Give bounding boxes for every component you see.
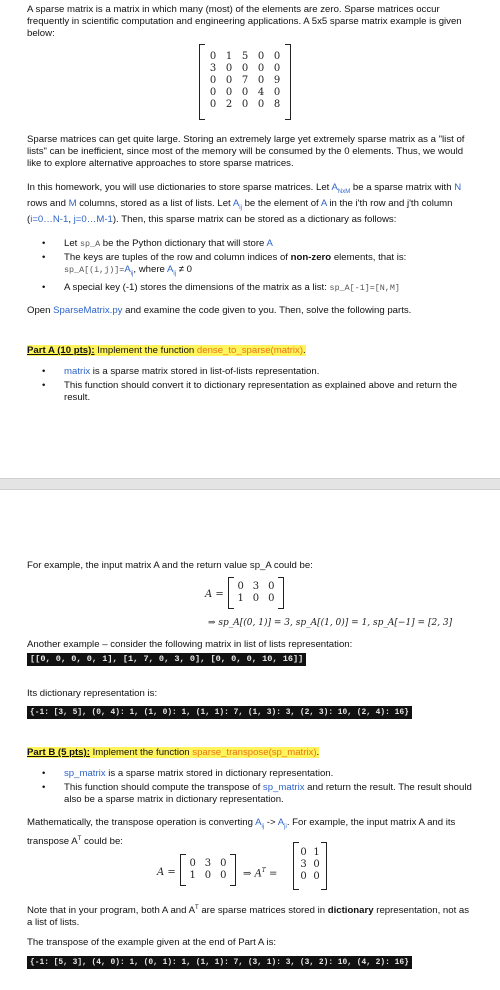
matrix-cell: 0 bbox=[273, 87, 281, 98]
matrix-cell: 0 bbox=[237, 581, 244, 592]
matrix-cell: 0 bbox=[313, 859, 320, 870]
sparse-matrix-5x5 bbox=[199, 44, 291, 120]
matrix-cell: 0 bbox=[252, 593, 260, 604]
matrix-cell: 0 bbox=[300, 847, 307, 858]
var-N: N bbox=[454, 182, 462, 193]
list-item: • The keys are tuples of the row and column indices of non-zero elements, that is: $sp\_A[(i,j)]=A_{ij}$, where $A_{ij} \ne 0$ bbox=[42, 252, 474, 280]
matrix-row bbox=[205, 63, 285, 75]
code-dictionary: {-1: [3, 5], (0, 4): 1, (1, 0): 1, (1, 1): 7, (1, 3): 3, (2, 3): 10, (2, 4): 16} bbox=[27, 706, 412, 719]
matrix-row bbox=[297, 859, 323, 871]
part-b-heading: Part B (5 pts): Implement the function sparse_transpose(sp_matrix). bbox=[27, 747, 320, 758]
var-M: M bbox=[68, 197, 77, 209]
note-paragraph: Note that in your program, both A and $A^T$ are sparse matrices stored in dictionary representation, not as a list of lists. bbox=[27, 905, 470, 929]
matrix-cell: 0 bbox=[209, 87, 217, 98]
matrix-cell: 2 bbox=[225, 99, 233, 110]
matrix-A: $A_{NxM}$ bbox=[331, 182, 351, 195]
matrix-row bbox=[233, 593, 279, 605]
list-item: • This function should compute the transpose of sp_matrix and return the result. The result should also be a sparse matrix in dictionary representation. bbox=[42, 782, 474, 806]
matrix-cell: 0 bbox=[209, 51, 217, 62]
matrix-cell: 3 bbox=[204, 858, 212, 869]
matrix-row bbox=[185, 870, 231, 882]
text: In this homework, you will use dictionaries to store sparse matrices. Let bbox=[27, 182, 332, 193]
list-item: • This function should convert it to dictionary representation as explained above and return the result. bbox=[42, 380, 474, 404]
matrix-cell: 1 bbox=[237, 593, 244, 604]
another-example: Another example – consider the following matrix in list of lists representation: bbox=[27, 639, 353, 650]
i-range: i=0…N-1 bbox=[30, 213, 69, 225]
matrix-cell: 7 bbox=[241, 75, 249, 86]
matrix-row bbox=[205, 75, 285, 87]
intro-text: A sparse matrix is a matrix in which many (most) of the elements are zero. Sparse matrices occur frequently in scientific computation and engineering applications. A 5x5 sparse matrix example is given below: bbox=[27, 4, 462, 39]
matrix-cell: 0 bbox=[209, 99, 217, 110]
matrix-cell: 0 bbox=[257, 51, 265, 62]
list-item: • A special key (-1) stores the dimensions of the matrix as a list: sp_A[-1]=[N,M] bbox=[42, 282, 474, 294]
intro-paragraph bbox=[27, 4, 474, 40]
matrix-cell: 0 bbox=[257, 63, 265, 74]
matrix-cell: 0 bbox=[220, 870, 227, 881]
matrix-row bbox=[233, 581, 279, 593]
matrix-cell: 0 bbox=[273, 63, 281, 74]
matrix-cell: 3 bbox=[300, 859, 307, 870]
file-link[interactable]: SparseMatrix.py bbox=[53, 305, 123, 316]
transpose-explanation: Mathematically, the transpose operation is converting $A_{ij} -> A_{ji}$. For example, the input matrix A and its transpose $A^T$ could be: bbox=[27, 817, 456, 848]
matrix-row bbox=[205, 99, 285, 111]
matrix-A-label: A = bbox=[205, 589, 224, 600]
matrix-cell: 5 bbox=[241, 51, 249, 62]
transpose-arrow: ⇒ $A^T$ = bbox=[243, 867, 278, 880]
matrix-row bbox=[205, 51, 285, 63]
part-a-title: Part A (10 pts): bbox=[27, 345, 95, 356]
matrix-cell: 1 bbox=[313, 847, 320, 858]
matrix-cell: 0 bbox=[241, 63, 249, 74]
part-b-list bbox=[42, 768, 474, 808]
list-item: • Let sp_A be the Python dictionary that will store A bbox=[42, 238, 474, 250]
matrix-A bbox=[228, 577, 284, 609]
matrix-cell: 0 bbox=[268, 581, 275, 592]
document-page-2 bbox=[0, 500, 500, 990]
matrix-A-small bbox=[180, 854, 236, 886]
matrix-cell: 0 bbox=[273, 51, 281, 62]
matrix-cell: 1 bbox=[189, 870, 196, 881]
matrix-cell: 3 bbox=[252, 581, 260, 592]
homework-paragraph: In this homework, you will use dictionaries to store sparse matrices. Let $A_{NxM}$ be a sparse matrix with N rows and M columns, stored as a list of lists. Let $A_{ij}$ be the element of A in the i'th row and j'th column (i=0…N-1, j=0…M-1). Then, this sparse matrix can be stored as a dictionary as follows: bbox=[27, 182, 462, 225]
matrix-cell: 0 bbox=[220, 858, 227, 869]
matrix-row bbox=[205, 87, 285, 99]
matrix-cell: 0 bbox=[300, 871, 307, 882]
open-file-paragraph: Open SparseMatrix.py and examine the code given to you. Then, solve the following parts. bbox=[27, 305, 412, 316]
matrix-cell: 8 bbox=[273, 99, 281, 110]
list-item: • sp_matrix is a sparse matrix stored in dictionary representation. bbox=[42, 768, 474, 780]
matrix-row bbox=[297, 847, 323, 859]
j-range: j=0…M-1 bbox=[73, 213, 113, 225]
matrix-cell: 0 bbox=[225, 63, 233, 74]
matrix-cell: 0 bbox=[204, 870, 212, 881]
matrix-right-bracket bbox=[285, 44, 291, 120]
matrix-left-bracket bbox=[199, 44, 205, 120]
part-b-title: Part B (5 pts): bbox=[27, 747, 90, 758]
list-item: • matrix is a sparse matrix stored in list-of-lists representation. bbox=[42, 366, 474, 378]
definition-list bbox=[42, 238, 474, 296]
storage-text: Sparse matrices can get quite large. Storing an extremely large yet extremely sparse matrix as a "list of lists" can be inefficient, since most of the memory will be consumed by the 0 elements. Thus, we would like to explore alternative approaches to store sparse matrices. bbox=[27, 134, 465, 169]
transpose-A-label: A = bbox=[157, 867, 176, 878]
part-a-list bbox=[42, 366, 474, 406]
matrix-body bbox=[199, 44, 291, 111]
matrix-cell: 0 bbox=[313, 871, 320, 882]
function-name: sparse_transpose bbox=[192, 747, 269, 758]
part-a-heading: Part A (10 pts): Implement the function dense_to_sparse(matrix). bbox=[27, 345, 306, 356]
matrix-cell: 0 bbox=[257, 99, 265, 110]
matrix-cell: 4 bbox=[257, 87, 265, 98]
document-page-1 bbox=[0, 0, 500, 478]
page-separator bbox=[0, 478, 500, 490]
matrix-cell: 0 bbox=[225, 87, 233, 98]
code-list-of-lists: [[0, 0, 0, 0, 1], [1, 7, 0, 3, 0], [0, 0, 0, 10, 16]] bbox=[27, 653, 306, 666]
matrix-cell: 0 bbox=[241, 87, 249, 98]
matrix-cell: 3 bbox=[209, 63, 217, 74]
matrix-cell: 1 bbox=[225, 51, 233, 62]
matrix-cell: 0 bbox=[268, 593, 275, 604]
matrix-cell: 0 bbox=[257, 75, 265, 86]
code-transpose-dictionary: {-1: [5, 3], (4, 0): 1, (0, 1): 1, (1, 1): 7, (3, 1): 3, (3, 2): 10, (4, 2): 16} bbox=[27, 956, 412, 969]
matrix-cell: 0 bbox=[189, 858, 196, 869]
dict-intro: Its dictionary representation is: bbox=[27, 688, 158, 699]
matrix-cell: 0 bbox=[225, 75, 233, 86]
matrix-cell: 0 bbox=[209, 75, 217, 86]
matrix-A-transpose bbox=[293, 842, 327, 890]
example-intro: For example, the input matrix A and the return value sp_A could be: bbox=[27, 560, 313, 571]
matrix-cell: 0 bbox=[241, 99, 249, 110]
matrix-cell: 9 bbox=[273, 75, 281, 86]
example-result: ⇒ sp_A[(0, 1)] = 3, sp_A[(1, 0)] = 1, sp_A[−1] = [2, 3] bbox=[208, 618, 453, 628]
element-Aij: $A_{ij}$ bbox=[232, 197, 242, 211]
matrix-row bbox=[185, 858, 231, 870]
matrix-row bbox=[297, 871, 323, 883]
transpose-example-intro: The transpose of the example given at the end of Part A is: bbox=[27, 937, 277, 948]
function-name: dense_to_sparse bbox=[196, 345, 271, 356]
storage-paragraph bbox=[27, 134, 474, 170]
